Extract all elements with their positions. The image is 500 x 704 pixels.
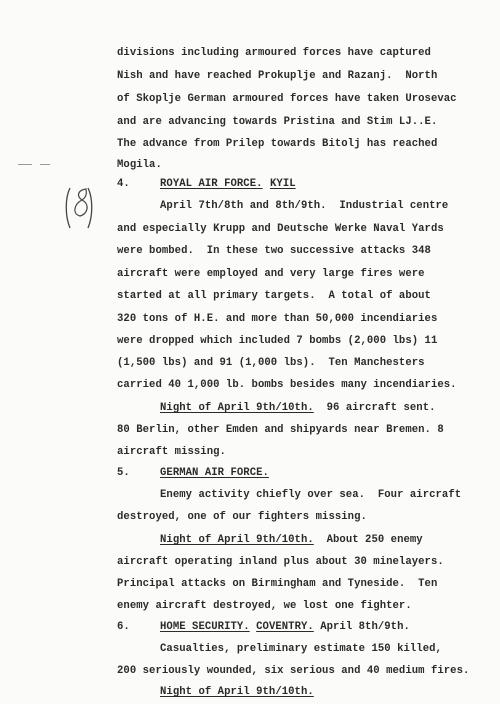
- text-fragment: April 8th/9th.: [313, 621, 410, 633]
- text-line: enemy aircraft destroyed, we lost one fighter.: [117, 600, 412, 612]
- text-line: aircraft were employed and very large fires were: [117, 268, 425, 280]
- subsection-heading: Night of April 9th/10th.: [160, 402, 314, 414]
- text-line: The advance from Prilep towards Bitolj has reached: [117, 138, 438, 150]
- text-line: Enemy activity chiefly over sea. Four aircraft: [160, 489, 462, 501]
- text-line: destroyed, one of our fighters missing.: [117, 511, 367, 523]
- handwritten-mark: [64, 186, 94, 230]
- subsection-line: [160, 401, 436, 415]
- text-line: of Skoplje German armoured forces have taken Urosevac: [117, 93, 457, 105]
- text-line: 200 seriously wounded, six serious and 40 medium fires.: [117, 665, 470, 677]
- text-line: (1,500 lbs) and 91 (1,000 lbs). Ten Manchesters: [117, 357, 425, 369]
- text-line: Casualties, preliminary estimate 150 killed,: [160, 643, 442, 655]
- text-line: were dropped which included 7 bombs (2,000 lbs) 11: [117, 335, 438, 347]
- margin-tick: [18, 164, 32, 165]
- section-subheading: KYIL: [270, 178, 296, 190]
- margin-tick: [40, 164, 50, 165]
- text-line: Mogila.: [117, 159, 162, 171]
- text-line: started at all primary targets. A total of about: [117, 290, 431, 302]
- section-heading: ROYAL AIR FORCE.: [160, 178, 263, 190]
- text-line: divisions including armoured forces have captured: [117, 47, 431, 59]
- text-line: 320 tons of H.E. and more than 50,000 incendiaries: [117, 313, 438, 325]
- section-heading: GERMAN AIR FORCE.: [160, 467, 269, 479]
- subsection-heading: Night of April 9th/10th.: [160, 534, 314, 546]
- text-line: 80 Berlin, other Emden and shipyards near Bremen. 8: [117, 424, 444, 436]
- text-line: and are advancing towards Pristina and Stim LJ..E.: [117, 116, 438, 128]
- text-line: were bombed. In these two successive attacks 348: [117, 245, 431, 257]
- section-subheading: COVENTRY.: [256, 621, 314, 633]
- section-number: 5.: [117, 467, 130, 479]
- text-line: and especially Krupp and Deutsche Werke Naval Yards: [117, 223, 444, 235]
- text-line: carried 40 1,000 lb. bombs besides many incendiaries.: [117, 379, 457, 391]
- text-line: Nish and have reached Prokuplje and Razanj. North: [117, 70, 438, 82]
- section-number: 4.: [117, 178, 130, 190]
- section-heading: HOME SECURITY.: [160, 621, 250, 633]
- text-fragment: 96 aircraft sent.: [313, 402, 436, 414]
- text-fragment: About 250 enemy: [313, 534, 423, 546]
- text-line: aircraft missing.: [117, 446, 226, 458]
- subsection-heading: Night of April 9th/10th.: [160, 686, 314, 698]
- text-line: April 7th/8th and 8th/9th. Industrial centre: [160, 200, 449, 212]
- subsection-line: [160, 533, 423, 547]
- section-number: 6.: [117, 621, 130, 633]
- section-heading-line: [160, 620, 410, 634]
- text-line: aircraft operating inland plus about 30 minelayers.: [117, 556, 444, 568]
- text-line: Principal attacks on Birmingham and Tyneside. Ten: [117, 578, 438, 590]
